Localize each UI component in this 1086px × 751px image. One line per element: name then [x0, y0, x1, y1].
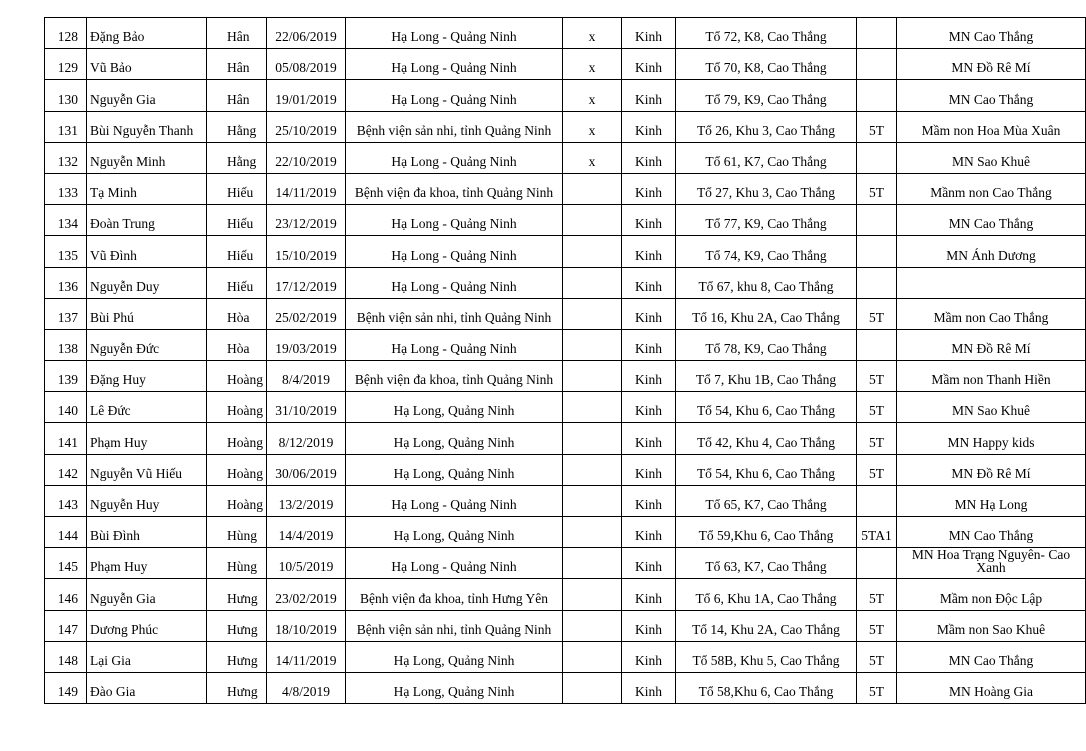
family-middle-name-cell: Dương Phúc	[87, 610, 207, 641]
table-row	[45, 517, 1086, 548]
address-cell: Tổ 79, K9, Cao Thắng	[676, 80, 857, 111]
mark-cell	[563, 298, 622, 329]
row-number: 134	[45, 205, 87, 236]
preschool-cell: Mầm non Sao Khuê	[897, 610, 1086, 641]
mark-cell: x	[563, 142, 622, 173]
class-cell: 5T	[857, 173, 897, 204]
birth-place-cell: Hạ Long - Quảng Ninh	[346, 329, 563, 360]
mark-cell	[563, 610, 622, 641]
birth-date-cell: 30/06/2019	[267, 454, 346, 485]
row-number: 136	[45, 267, 87, 298]
mark-cell	[563, 579, 622, 610]
table-row	[45, 18, 1086, 49]
class-cell	[857, 329, 897, 360]
family-middle-name-cell: Bùi Nguyễn Thanh	[87, 111, 207, 142]
family-middle-name-cell: Lê Đức	[87, 392, 207, 423]
given-name-cell: Hưng	[207, 672, 267, 703]
preschool-cell: MN Hạ Long	[897, 485, 1086, 516]
given-name-cell: Hưng	[207, 610, 267, 641]
address-cell: Tổ 26, Khu 3, Cao Thắng	[676, 111, 857, 142]
birth-date-cell: 17/12/2019	[267, 267, 346, 298]
preschool-cell: MN Cao Thắng	[897, 205, 1086, 236]
birth-date-cell: 8/12/2019	[267, 423, 346, 454]
table-row	[45, 49, 1086, 80]
table-row	[45, 267, 1086, 298]
preschool-cell: Mầm non Hoa Mùa Xuân	[897, 111, 1086, 142]
family-middle-name-cell: Nguyễn Minh	[87, 142, 207, 173]
family-middle-name-cell: Bùi Phú	[87, 298, 207, 329]
preschool-cell: MN Sao Khuê	[897, 142, 1086, 173]
birth-place-cell: Hạ Long, Quảng Ninh	[346, 423, 563, 454]
ethnicity-cell: Kinh	[622, 142, 676, 173]
class-cell: 5T	[857, 298, 897, 329]
row-number: 142	[45, 454, 87, 485]
given-name-cell: Hoàng	[207, 485, 267, 516]
birth-date-cell: 10/5/2019	[267, 548, 346, 579]
row-number: 133	[45, 173, 87, 204]
address-cell: Tổ 77, K9, Cao Thắng	[676, 205, 857, 236]
birth-date-cell: 05/08/2019	[267, 49, 346, 80]
row-number: 144	[45, 517, 87, 548]
table-row	[45, 485, 1086, 516]
birth-place-cell: Hạ Long, Quảng Ninh	[346, 641, 563, 672]
preschool-cell: MN Cao Thắng	[897, 18, 1086, 49]
preschool-cell: MN Hoàng Gia	[897, 672, 1086, 703]
preschool-cell: Mầm non Cao Thắng	[897, 298, 1086, 329]
address-cell: Tổ 58,Khu 6, Cao Thắng	[676, 672, 857, 703]
mark-cell: x	[563, 18, 622, 49]
address-cell: Tổ 54, Khu 6, Cao Thắng	[676, 454, 857, 485]
birth-place-cell: Hạ Long, Quảng Ninh	[346, 672, 563, 703]
address-cell: Tổ 58B, Khu 5, Cao Thắng	[676, 641, 857, 672]
address-cell: Tổ 59,Khu 6, Cao Thắng	[676, 517, 857, 548]
table-row	[45, 298, 1086, 329]
birth-place-cell: Hạ Long - Quảng Ninh	[346, 548, 563, 579]
given-name-cell: Hoàng	[207, 361, 267, 392]
given-name-cell: Hiếu	[207, 236, 267, 267]
ethnicity-cell: Kinh	[622, 18, 676, 49]
preschool-cell: MN Đồ Rê Mí	[897, 49, 1086, 80]
ethnicity-cell: Kinh	[622, 111, 676, 142]
given-name-cell: Hân	[207, 18, 267, 49]
birth-date-cell: 25/10/2019	[267, 111, 346, 142]
birth-date-cell: 22/10/2019	[267, 142, 346, 173]
given-name-cell: Hằng	[207, 142, 267, 173]
row-number: 138	[45, 329, 87, 360]
table-row	[45, 392, 1086, 423]
mark-cell	[563, 641, 622, 672]
table-row	[45, 80, 1086, 111]
birth-place-cell: Hạ Long, Quảng Ninh	[346, 517, 563, 548]
preschool-cell: Mầnm non Cao Thắng	[897, 173, 1086, 204]
row-number: 147	[45, 610, 87, 641]
given-name-cell: Hòa	[207, 298, 267, 329]
preschool-cell	[897, 267, 1086, 298]
birth-date-cell: 18/10/2019	[267, 610, 346, 641]
ethnicity-cell: Kinh	[622, 205, 676, 236]
birth-date-cell: 14/4/2019	[267, 517, 346, 548]
birth-date-cell: 14/11/2019	[267, 173, 346, 204]
class-cell	[857, 80, 897, 111]
birth-date-cell: 15/10/2019	[267, 236, 346, 267]
address-cell: Tổ 54, Khu 6, Cao Thắng	[676, 392, 857, 423]
family-middle-name-cell: Nguyễn Duy	[87, 267, 207, 298]
address-cell: Tổ 70, K8, Cao Thắng	[676, 49, 857, 80]
mark-cell	[563, 173, 622, 204]
birth-place-cell: Bệnh viện sản nhi, tỉnh Quảng Ninh	[346, 610, 563, 641]
family-middle-name-cell: Đào Gia	[87, 672, 207, 703]
given-name-cell: Hưng	[207, 641, 267, 672]
family-middle-name-cell: Nguyễn Gia	[87, 80, 207, 111]
preschool-cell: MN Cao Thắng	[897, 641, 1086, 672]
address-cell: Tổ 63, K7, Cao Thắng	[676, 548, 857, 579]
table-row	[45, 236, 1086, 267]
row-number: 148	[45, 641, 87, 672]
mark-cell	[563, 672, 622, 703]
class-cell: 5T	[857, 111, 897, 142]
given-name-cell: Hoàng	[207, 454, 267, 485]
mark-cell	[563, 423, 622, 454]
address-cell: Tổ 14, Khu 2A, Cao Thắng	[676, 610, 857, 641]
family-middle-name-cell: Phạm Huy	[87, 423, 207, 454]
ethnicity-cell: Kinh	[622, 236, 676, 267]
preschool-cell: Mầm non Độc Lập	[897, 579, 1086, 610]
preschool-cell: MN Cao Thắng	[897, 80, 1086, 111]
preschool-cell: MN Đồ Rê Mí	[897, 329, 1086, 360]
ethnicity-cell: Kinh	[622, 423, 676, 454]
family-middle-name-cell: Vũ Đình	[87, 236, 207, 267]
birth-date-cell: 19/01/2019	[267, 80, 346, 111]
address-cell: Tổ 7, Khu 1B, Cao Thắng	[676, 361, 857, 392]
family-middle-name-cell: Tạ Minh	[87, 173, 207, 204]
row-number: 128	[45, 18, 87, 49]
birth-date-cell: 19/03/2019	[267, 329, 346, 360]
birth-place-cell: Hạ Long - Quảng Ninh	[346, 142, 563, 173]
table-row	[45, 610, 1086, 641]
row-number: 139	[45, 361, 87, 392]
family-middle-name-cell: Phạm Huy	[87, 548, 207, 579]
birth-date-cell: 4/8/2019	[267, 672, 346, 703]
birth-date-cell: 23/02/2019	[267, 579, 346, 610]
family-middle-name-cell: Lại Gia	[87, 641, 207, 672]
row-number: 137	[45, 298, 87, 329]
ethnicity-cell: Kinh	[622, 672, 676, 703]
given-name-cell: Hiếu	[207, 173, 267, 204]
mark-cell	[563, 361, 622, 392]
birth-date-cell: 25/02/2019	[267, 298, 346, 329]
birth-date-cell: 13/2/2019	[267, 485, 346, 516]
family-middle-name-cell: Nguyễn Vũ Hiếu	[87, 454, 207, 485]
table-row	[45, 111, 1086, 142]
row-number: 145	[45, 548, 87, 579]
birth-date-cell: 31/10/2019	[267, 392, 346, 423]
mark-cell	[563, 392, 622, 423]
ethnicity-cell: Kinh	[622, 267, 676, 298]
row-number: 129	[45, 49, 87, 80]
table-row	[45, 205, 1086, 236]
family-middle-name-cell: Đặng Huy	[87, 361, 207, 392]
birth-place-cell: Bệnh viện đa khoa, tỉnh Quảng Ninh	[346, 173, 563, 204]
mark-cell	[563, 454, 622, 485]
given-name-cell: Hùng	[207, 517, 267, 548]
ethnicity-cell: Kinh	[622, 485, 676, 516]
row-number: 135	[45, 236, 87, 267]
mark-cell	[563, 236, 622, 267]
given-name-cell: Hằng	[207, 111, 267, 142]
ethnicity-cell: Kinh	[622, 392, 676, 423]
table-row	[45, 548, 1086, 579]
table-row	[45, 579, 1086, 610]
class-cell: 5T	[857, 610, 897, 641]
class-cell	[857, 236, 897, 267]
preschool-cell: MN Happy kids	[897, 423, 1086, 454]
family-middle-name-cell: Đoàn Trung	[87, 205, 207, 236]
birth-place-cell: Hạ Long - Quảng Ninh	[346, 485, 563, 516]
row-number: 140	[45, 392, 87, 423]
birth-place-cell: Bệnh viện đa khoa, tỉnh Hưng Yên	[346, 579, 563, 610]
mark-cell: x	[563, 49, 622, 80]
class-cell	[857, 548, 897, 579]
address-cell: Tổ 74, K9, Cao Thắng	[676, 236, 857, 267]
given-name-cell: Hùng	[207, 548, 267, 579]
family-middle-name-cell: Nguyễn Huy	[87, 485, 207, 516]
class-cell	[857, 267, 897, 298]
preschool-cell: MN Đồ Rê Mí	[897, 454, 1086, 485]
table-body	[45, 18, 1086, 704]
given-name-cell: Hân	[207, 80, 267, 111]
family-middle-name-cell: Nguyễn Đức	[87, 329, 207, 360]
class-cell: 5T	[857, 641, 897, 672]
table-row	[45, 672, 1086, 703]
ethnicity-cell: Kinh	[622, 454, 676, 485]
given-name-cell: Hoàng	[207, 392, 267, 423]
class-cell: 5T	[857, 392, 897, 423]
class-cell	[857, 18, 897, 49]
table-row	[45, 142, 1086, 173]
family-middle-name-cell: Vũ Bảo	[87, 49, 207, 80]
given-name-cell: Hoàng	[207, 423, 267, 454]
table-row	[45, 454, 1086, 485]
ethnicity-cell: Kinh	[622, 173, 676, 204]
ethnicity-cell: Kinh	[622, 610, 676, 641]
mark-cell	[563, 548, 622, 579]
birth-date-cell: 23/12/2019	[267, 205, 346, 236]
mark-cell: x	[563, 111, 622, 142]
ethnicity-cell: Kinh	[622, 517, 676, 548]
class-cell: 5T	[857, 361, 897, 392]
ethnicity-cell: Kinh	[622, 579, 676, 610]
preschool-cell: MN Cao Thắng	[897, 517, 1086, 548]
row-number: 131	[45, 111, 87, 142]
ethnicity-cell: Kinh	[622, 548, 676, 579]
mark-cell	[563, 329, 622, 360]
class-cell	[857, 485, 897, 516]
class-cell	[857, 49, 897, 80]
row-number: 143	[45, 485, 87, 516]
address-cell: Tổ 67, khu 8, Cao Thắng	[676, 267, 857, 298]
ethnicity-cell: Kinh	[622, 298, 676, 329]
address-cell: Tổ 65, K7, Cao Thắng	[676, 485, 857, 516]
preschool-cell: MN Sao Khuê	[897, 392, 1086, 423]
row-number: 149	[45, 672, 87, 703]
birth-place-cell: Hạ Long, Quảng Ninh	[346, 454, 563, 485]
row-number: 132	[45, 142, 87, 173]
birth-place-cell: Hạ Long - Quảng Ninh	[346, 267, 563, 298]
given-name-cell: Hiếu	[207, 267, 267, 298]
preschool-cell: MN Hoa Trạng Nguyên- Cao Xanh	[897, 548, 1086, 579]
birth-date-cell: 22/06/2019	[267, 18, 346, 49]
birth-place-cell: Bệnh viện đa khoa, tỉnh Quảng Ninh	[346, 361, 563, 392]
row-number: 130	[45, 80, 87, 111]
family-middle-name-cell: Nguyễn Gia	[87, 579, 207, 610]
given-name-cell: Hân	[207, 49, 267, 80]
given-name-cell: Hiếu	[207, 205, 267, 236]
mark-cell: x	[563, 80, 622, 111]
class-cell: 5T	[857, 579, 897, 610]
birth-place-cell: Bệnh viện sản nhi, tỉnh Quảng Ninh	[346, 111, 563, 142]
address-cell: Tổ 61, K7, Cao Thắng	[676, 142, 857, 173]
mark-cell	[563, 485, 622, 516]
class-cell	[857, 205, 897, 236]
row-number: 146	[45, 579, 87, 610]
ethnicity-cell: Kinh	[622, 361, 676, 392]
mark-cell	[563, 205, 622, 236]
table-row	[45, 641, 1086, 672]
address-cell: Tổ 78, K9, Cao Thắng	[676, 329, 857, 360]
ethnicity-cell: Kinh	[622, 329, 676, 360]
given-name-cell: Hòa	[207, 329, 267, 360]
birth-date-cell: 8/4/2019	[267, 361, 346, 392]
class-cell: 5TA1	[857, 517, 897, 548]
class-cell	[857, 142, 897, 173]
birth-place-cell: Hạ Long - Quảng Ninh	[346, 236, 563, 267]
class-cell: 5T	[857, 454, 897, 485]
address-cell: Tổ 16, Khu 2A, Cao Thắng	[676, 298, 857, 329]
birth-place-cell: Hạ Long - Quảng Ninh	[346, 80, 563, 111]
class-cell: 5T	[857, 423, 897, 454]
table-row	[45, 361, 1086, 392]
birth-date-cell: 14/11/2019	[267, 641, 346, 672]
birth-place-cell: Hạ Long - Quảng Ninh	[346, 205, 563, 236]
birth-place-cell: Hạ Long - Quảng Ninh	[346, 49, 563, 80]
preschool-cell: MN Ánh Dương	[897, 236, 1086, 267]
birth-place-cell: Hạ Long - Quảng Ninh	[346, 18, 563, 49]
class-cell: 5T	[857, 672, 897, 703]
ethnicity-cell: Kinh	[622, 80, 676, 111]
table-row	[45, 329, 1086, 360]
row-number: 141	[45, 423, 87, 454]
given-name-cell: Hưng	[207, 579, 267, 610]
mark-cell	[563, 517, 622, 548]
address-cell: Tổ 72, K8, Cao Thắng	[676, 18, 857, 49]
student-list-table	[44, 17, 1086, 704]
address-cell: Tổ 42, Khu 4, Cao Thắng	[676, 423, 857, 454]
family-middle-name-cell: Bùi Đình	[87, 517, 207, 548]
address-cell: Tổ 27, Khu 3, Cao Thắng	[676, 173, 857, 204]
birth-place-cell: Bệnh viện sản nhi, tỉnh Quảng Ninh	[346, 298, 563, 329]
preschool-cell: Mầm non Thanh Hiền	[897, 361, 1086, 392]
table-row	[45, 423, 1086, 454]
ethnicity-cell: Kinh	[622, 49, 676, 80]
address-cell: Tổ 6, Khu 1A, Cao Thắng	[676, 579, 857, 610]
family-middle-name-cell: Đặng Bảo	[87, 18, 207, 49]
ethnicity-cell: Kinh	[622, 641, 676, 672]
birth-place-cell: Hạ Long, Quảng Ninh	[346, 392, 563, 423]
table-row	[45, 173, 1086, 204]
mark-cell	[563, 267, 622, 298]
